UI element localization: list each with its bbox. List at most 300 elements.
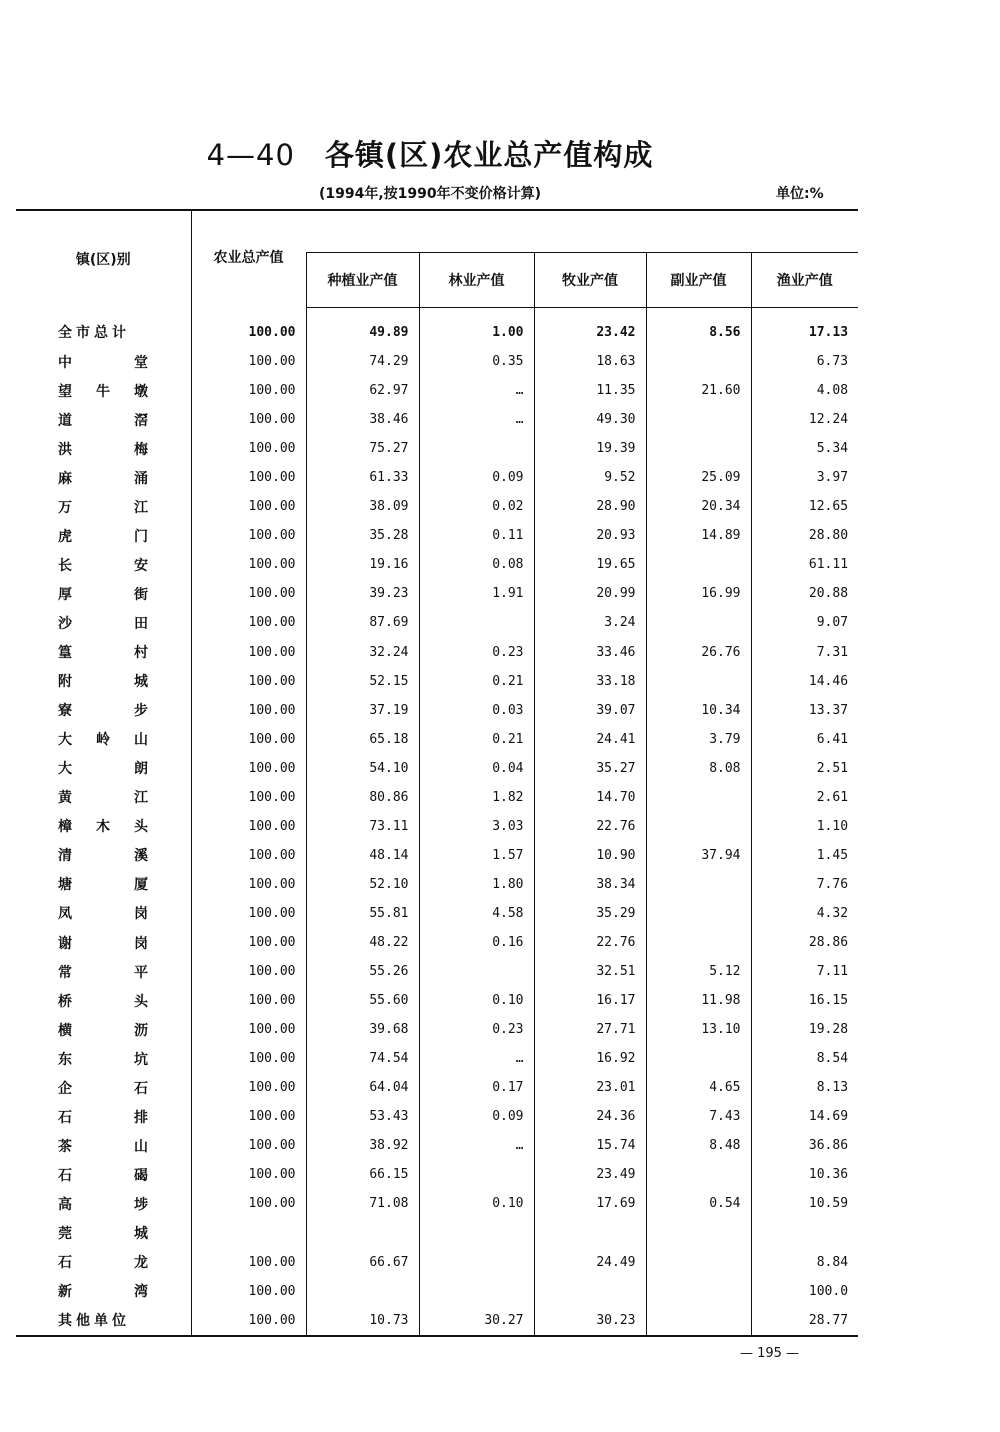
region-name	[16, 1015, 210, 1044]
cell-husbandry: 15.74	[534, 1131, 646, 1160]
cell-fishery: 7.76	[751, 870, 858, 899]
region-name	[16, 1131, 210, 1160]
cell-forestry: 30.27	[419, 1306, 534, 1336]
region-name	[16, 1248, 210, 1277]
cell-forestry: 0.02	[419, 492, 534, 521]
table-row	[16, 347, 858, 376]
cell-fishery: 61.11	[751, 550, 858, 579]
cell-total: 100.00	[191, 841, 306, 870]
cell-total: 100.00	[191, 1073, 306, 1102]
cell-forestry: 1.91	[419, 579, 534, 608]
cell-sideline	[646, 1248, 751, 1277]
table-body	[16, 308, 858, 1336]
cell-fishery	[751, 1218, 858, 1247]
table-row	[16, 521, 858, 550]
cell-sideline: 10.34	[646, 696, 751, 725]
region-name	[16, 308, 191, 348]
header-husbandry: 牧业产值	[534, 253, 646, 308]
cell-husbandry: 20.99	[534, 579, 646, 608]
cell-husbandry: 18.63	[534, 347, 646, 376]
region-name	[16, 870, 210, 899]
table-row	[16, 308, 858, 348]
cell-planting: 52.10	[306, 870, 419, 899]
cell-total: 100.00	[191, 492, 306, 521]
cell-total: 100.00	[191, 899, 306, 928]
table-row	[16, 579, 858, 608]
cell-total: 100.00	[191, 521, 306, 550]
cell-fishery: 7.31	[751, 638, 858, 667]
cell-planting: 37.19	[306, 696, 419, 725]
cell-husbandry: 24.41	[534, 725, 646, 754]
cell-fishery: 7.11	[751, 957, 858, 986]
cell-fishery: 13.37	[751, 696, 858, 725]
cell-total: 100.00	[191, 308, 306, 348]
cell-sideline	[646, 1306, 751, 1336]
cell-husbandry: 33.18	[534, 667, 646, 696]
region-name	[16, 812, 191, 841]
region-name-text: 寮步	[58, 703, 210, 720]
cell-sideline	[646, 608, 751, 637]
page-number: — 195 —	[740, 1346, 800, 1361]
table-row	[16, 550, 858, 579]
region-name-text: 横沥	[58, 1022, 210, 1039]
table-row	[16, 696, 858, 725]
cell-sideline	[646, 1160, 751, 1189]
cell-sideline: 14.89	[646, 521, 751, 550]
cell-planting: 75.27	[306, 434, 419, 463]
cell-sideline	[646, 870, 751, 899]
cell-sideline: 8.48	[646, 1131, 751, 1160]
cell-planting: 53.43	[306, 1102, 419, 1131]
region-name-text: 茶山	[58, 1138, 210, 1155]
table-row	[16, 1160, 858, 1189]
cell-sideline	[646, 405, 751, 434]
region-name-text: 新湾	[58, 1284, 210, 1301]
cell-forestry: 0.03	[419, 696, 534, 725]
cell-forestry	[419, 1160, 534, 1189]
region-name	[16, 463, 210, 492]
cell-total: 100.00	[191, 957, 306, 986]
cell-sideline: 8.08	[646, 754, 751, 783]
cell-total: 100.00	[191, 550, 306, 579]
header-total: 农业总产值	[191, 210, 306, 308]
cell-forestry	[419, 1277, 534, 1306]
region-name	[16, 928, 210, 957]
subtitle: (1994年,按1990年不变价格计算)	[318, 186, 542, 202]
cell-sideline: 21.60	[646, 376, 751, 405]
cell-forestry: …	[419, 1044, 534, 1073]
cell-fishery: 1.45	[751, 841, 858, 870]
cell-total: 100.00	[191, 783, 306, 812]
cell-total: 100.00	[191, 638, 306, 667]
cell-total: 100.00	[191, 1102, 306, 1131]
cell-sideline: 3.79	[646, 725, 751, 754]
cell-fishery: 100.0	[751, 1277, 858, 1306]
cell-husbandry: 35.27	[534, 754, 646, 783]
cell-sideline: 7.43	[646, 1102, 751, 1131]
cell-sideline: 5.12	[646, 957, 751, 986]
cell-husbandry: 33.46	[534, 638, 646, 667]
cell-total: 100.00	[191, 1131, 306, 1160]
cell-planting: 55.81	[306, 899, 419, 928]
table-row	[16, 463, 858, 492]
table-row	[16, 1015, 858, 1044]
cell-sideline	[646, 1044, 751, 1073]
cell-planting	[306, 1218, 419, 1247]
cell-planting: 61.33	[306, 463, 419, 492]
cell-fishery: 12.24	[751, 405, 858, 434]
cell-planting: 39.68	[306, 1015, 419, 1044]
cell-fishery: 6.73	[751, 347, 858, 376]
cell-planting: 32.24	[306, 638, 419, 667]
region-name	[16, 986, 210, 1015]
cell-sideline	[646, 783, 751, 812]
region-name	[16, 1218, 210, 1247]
region-name-text: 道滘	[58, 412, 210, 429]
table-row	[16, 1044, 858, 1073]
cell-fishery: 4.08	[751, 376, 858, 405]
region-name-text: 东坑	[58, 1051, 210, 1068]
region-name	[16, 579, 210, 608]
table-row	[16, 870, 858, 899]
table-row	[16, 754, 858, 783]
table-row	[16, 492, 858, 521]
header-planting: 种植业产值	[306, 253, 419, 308]
cell-total: 100.00	[191, 1160, 306, 1189]
cell-forestry: …	[419, 376, 534, 405]
cell-planting: 10.73	[306, 1306, 419, 1336]
cell-husbandry: 30.23	[534, 1306, 646, 1336]
region-name	[16, 899, 210, 928]
cell-fishery: 36.86	[751, 1131, 858, 1160]
cell-fishery: 12.65	[751, 492, 858, 521]
region-name-text: 大岭山	[58, 732, 172, 749]
cell-fishery: 4.32	[751, 899, 858, 928]
cell-forestry: 1.00	[419, 308, 534, 348]
cell-sideline: 26.76	[646, 638, 751, 667]
cell-planting: 71.08	[306, 1189, 419, 1218]
cell-fishery: 8.84	[751, 1248, 858, 1277]
region-name-text: 全市总计	[58, 325, 130, 342]
cell-planting: 19.16	[306, 550, 419, 579]
region-name-text: 石排	[58, 1109, 210, 1126]
cell-total: 100.00	[191, 812, 306, 841]
cell-sideline	[646, 812, 751, 841]
region-name-text: 洪梅	[58, 441, 210, 458]
cell-fishery: 9.07	[751, 608, 858, 637]
region-name-text: 长安	[58, 557, 210, 574]
cell-planting: 87.69	[306, 608, 419, 637]
cell-forestry	[419, 957, 534, 986]
cell-total: 100.00	[191, 1044, 306, 1073]
cell-husbandry: 10.90	[534, 841, 646, 870]
cell-total: 100.00	[191, 376, 306, 405]
region-name	[16, 1102, 210, 1131]
cell-planting: 55.60	[306, 986, 419, 1015]
cell-planting: 64.04	[306, 1073, 419, 1102]
cell-forestry: 0.10	[419, 986, 534, 1015]
cell-planting: 74.54	[306, 1044, 419, 1073]
table-row	[16, 638, 858, 667]
cell-planting: 49.89	[306, 308, 419, 348]
cell-planting: 65.18	[306, 725, 419, 754]
region-name	[16, 841, 210, 870]
cell-fishery: 10.36	[751, 1160, 858, 1189]
cell-forestry: 0.17	[419, 1073, 534, 1102]
cell-husbandry: 11.35	[534, 376, 646, 405]
cell-sideline: 16.99	[646, 579, 751, 608]
table-number: 4—40	[206, 138, 295, 172]
cell-husbandry: 24.49	[534, 1248, 646, 1277]
table-row	[16, 957, 858, 986]
region-name-text: 万江	[58, 499, 210, 516]
cell-forestry: 0.11	[419, 521, 534, 550]
cell-fishery: 2.61	[751, 783, 858, 812]
cell-forestry: 4.58	[419, 899, 534, 928]
cell-total: 100.00	[191, 579, 306, 608]
region-name-text: 凤岗	[58, 906, 210, 923]
header-forestry: 林业产值	[419, 253, 534, 308]
cell-fishery: 14.69	[751, 1102, 858, 1131]
cell-husbandry: 19.39	[534, 434, 646, 463]
cell-sideline	[646, 550, 751, 579]
header-spacer	[306, 210, 858, 253]
region-name	[16, 667, 210, 696]
cell-planting: 62.97	[306, 376, 419, 405]
region-name-text: 莞城	[58, 1225, 210, 1242]
cell-total: 100.00	[191, 1277, 306, 1306]
cell-total: 100.00	[191, 870, 306, 899]
cell-forestry: 3.03	[419, 812, 534, 841]
region-name-text: 附城	[58, 674, 210, 691]
region-name	[16, 492, 210, 521]
table-row	[16, 1189, 858, 1218]
cell-forestry: …	[419, 1131, 534, 1160]
cell-total: 100.00	[191, 928, 306, 957]
cell-fishery: 17.13	[751, 308, 858, 348]
region-name	[16, 783, 210, 812]
region-name-text: 谢岗	[58, 935, 210, 952]
region-name	[16, 1073, 210, 1102]
cell-sideline: 37.94	[646, 841, 751, 870]
cell-forestry: 0.23	[419, 1015, 534, 1044]
region-name	[16, 1189, 210, 1218]
cell-husbandry: 35.29	[534, 899, 646, 928]
region-name	[16, 638, 210, 667]
cell-husbandry: 32.51	[534, 957, 646, 986]
cell-fishery: 14.46	[751, 667, 858, 696]
table-row	[16, 608, 858, 637]
cell-total: 100.00	[191, 667, 306, 696]
region-name	[16, 347, 210, 376]
cell-total: 100.00	[191, 1248, 306, 1277]
cell-sideline: 11.98	[646, 986, 751, 1015]
table-row	[16, 1131, 858, 1160]
cell-fishery: 28.86	[751, 928, 858, 957]
cell-husbandry: 23.42	[534, 308, 646, 348]
cell-forestry: 1.57	[419, 841, 534, 870]
cell-forestry	[419, 608, 534, 637]
cell-planting: 38.46	[306, 405, 419, 434]
region-name-text: 企石	[58, 1080, 210, 1097]
cell-husbandry: 22.76	[534, 928, 646, 957]
table-row	[16, 1277, 858, 1306]
cell-forestry	[419, 1248, 534, 1277]
cell-fishery: 16.15	[751, 986, 858, 1015]
cell-planting: 38.92	[306, 1131, 419, 1160]
region-name-text: 黄江	[58, 790, 210, 807]
cell-total: 100.00	[191, 405, 306, 434]
cell-husbandry: 28.90	[534, 492, 646, 521]
table-row	[16, 986, 858, 1015]
cell-planting: 55.26	[306, 957, 419, 986]
region-name	[16, 754, 210, 783]
header-fishery: 渔业产值	[751, 253, 858, 308]
cell-planting: 66.67	[306, 1248, 419, 1277]
cell-total: 100.00	[191, 986, 306, 1015]
cell-planting: 35.28	[306, 521, 419, 550]
cell-forestry: …	[419, 405, 534, 434]
cell-husbandry: 39.07	[534, 696, 646, 725]
cell-forestry: 0.09	[419, 1102, 534, 1131]
cell-forestry: 1.82	[419, 783, 534, 812]
region-name-text: 高埗	[58, 1196, 210, 1213]
cell-planting: 52.15	[306, 667, 419, 696]
cell-husbandry: 38.34	[534, 870, 646, 899]
cell-sideline: 0.54	[646, 1189, 751, 1218]
cell-total: 100.00	[191, 1189, 306, 1218]
region-name-text: 望牛墩	[58, 383, 172, 400]
cell-husbandry: 27.71	[534, 1015, 646, 1044]
table-row	[16, 376, 858, 405]
table-title: 各镇(区)农业总产值构成	[324, 138, 654, 172]
table-row	[16, 1102, 858, 1131]
region-name	[16, 608, 210, 637]
cell-forestry: 0.35	[419, 347, 534, 376]
cell-fishery: 10.59	[751, 1189, 858, 1218]
region-name	[16, 1044, 210, 1073]
region-name-text: 石碣	[58, 1167, 210, 1184]
cell-sideline	[646, 899, 751, 928]
cell-husbandry: 19.65	[534, 550, 646, 579]
cell-husbandry: 22.76	[534, 812, 646, 841]
table-row	[16, 841, 858, 870]
cell-total: 100.00	[191, 696, 306, 725]
cell-sideline: 13.10	[646, 1015, 751, 1044]
region-name-text: 虎门	[58, 528, 210, 545]
cell-fishery: 1.10	[751, 812, 858, 841]
region-name	[16, 376, 191, 405]
cell-forestry: 0.21	[419, 667, 534, 696]
cell-planting: 80.86	[306, 783, 419, 812]
region-name	[16, 957, 210, 986]
cell-planting: 48.22	[306, 928, 419, 957]
cell-sideline	[646, 1277, 751, 1306]
table-row	[16, 725, 858, 754]
cell-fishery: 28.77	[751, 1306, 858, 1336]
cell-husbandry: 17.69	[534, 1189, 646, 1218]
cell-husbandry	[534, 1277, 646, 1306]
region-name	[16, 550, 210, 579]
cell-forestry: 0.08	[419, 550, 534, 579]
cell-total: 100.00	[191, 463, 306, 492]
table-row	[16, 899, 858, 928]
cell-forestry: 0.21	[419, 725, 534, 754]
region-name-text: 常平	[58, 964, 210, 981]
cell-forestry: 0.09	[419, 463, 534, 492]
cell-sideline: 25.09	[646, 463, 751, 492]
region-name-text: 石龙	[58, 1255, 210, 1272]
cell-sideline	[646, 928, 751, 957]
cell-forestry: 0.16	[419, 928, 534, 957]
cell-husbandry: 23.01	[534, 1073, 646, 1102]
region-name-text: 厚街	[58, 586, 210, 603]
cell-fishery: 8.13	[751, 1073, 858, 1102]
cell-fishery: 6.41	[751, 725, 858, 754]
table-row	[16, 1248, 858, 1277]
region-name	[16, 434, 210, 463]
region-name	[16, 696, 210, 725]
cell-husbandry: 49.30	[534, 405, 646, 434]
region-name	[16, 1160, 210, 1189]
region-name-text: 中堂	[58, 354, 210, 371]
region-name-text: 沙田	[58, 615, 210, 632]
cell-sideline	[646, 434, 751, 463]
cell-forestry: 0.04	[419, 754, 534, 783]
cell-sideline	[646, 347, 751, 376]
table-row	[16, 783, 858, 812]
cell-fishery: 19.28	[751, 1015, 858, 1044]
cell-planting: 74.29	[306, 347, 419, 376]
cell-husbandry: 14.70	[534, 783, 646, 812]
page-title	[0, 133, 860, 174]
region-name-text: 樟木头	[58, 819, 172, 836]
cell-planting: 66.15	[306, 1160, 419, 1189]
cell-planting: 73.11	[306, 812, 419, 841]
cell-husbandry: 9.52	[534, 463, 646, 492]
region-name-text: 其他单位	[58, 1313, 130, 1330]
table-row	[16, 1218, 858, 1247]
cell-total: 100.00	[191, 754, 306, 783]
cell-total: 100.00	[191, 434, 306, 463]
region-name-text: 清溪	[58, 848, 210, 865]
cell-husbandry: 16.17	[534, 986, 646, 1015]
cell-husbandry: 3.24	[534, 608, 646, 637]
region-name	[16, 521, 210, 550]
region-name-text: 大朗	[58, 761, 210, 778]
cell-fishery: 3.97	[751, 463, 858, 492]
cell-husbandry: 23.49	[534, 1160, 646, 1189]
cell-total: 100.00	[191, 1306, 306, 1336]
cell-planting: 48.14	[306, 841, 419, 870]
cell-sideline: 20.34	[646, 492, 751, 521]
table-row	[16, 1073, 858, 1102]
cell-planting	[306, 1277, 419, 1306]
region-name	[16, 405, 210, 434]
cell-husbandry	[534, 1218, 646, 1247]
region-name-text: 篁村	[58, 645, 210, 662]
cell-sideline	[646, 1218, 751, 1247]
region-name-text: 桥头	[58, 993, 210, 1010]
cell-forestry	[419, 1218, 534, 1247]
table-row	[16, 405, 858, 434]
cell-total: 100.00	[191, 1015, 306, 1044]
cell-fishery: 20.88	[751, 579, 858, 608]
region-name-text: 麻涌	[58, 470, 210, 487]
cell-fishery: 28.80	[751, 521, 858, 550]
table-row	[16, 812, 858, 841]
region-name	[16, 1277, 210, 1306]
